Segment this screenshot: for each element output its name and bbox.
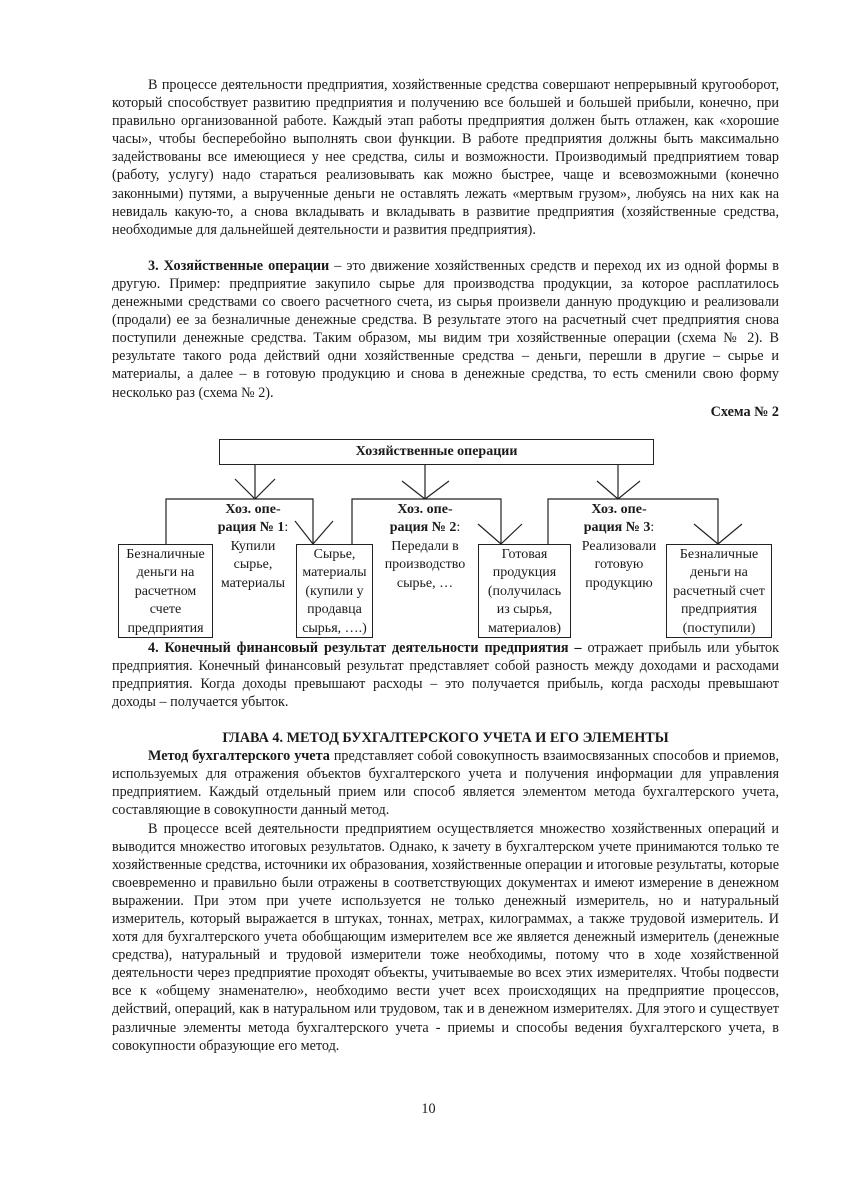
cashless-money-received-box: Безналичные деньги на расчетный счет предприятия (поступили) <box>666 544 772 638</box>
raw-materials-box: Сырье, материалы (купили у продавца сырья, ….) <box>296 544 373 638</box>
finished-products-box: Готовая продукция (получилась из сырья, материалов) <box>478 544 571 638</box>
schema-label: Схема № 2 <box>710 403 779 420</box>
term-accounting-method: Метод бухгалтерского учета <box>148 748 330 765</box>
paragraph-business-operations: 3. Хозяйственные операции – это движение хозяйственных средств и переход их из одной формы в другую. Пример: предприятие закупило сырье для производства продукции, за которое расплатилось денежными средствами со своего расчетного счета, из сырья произвели данную продукцию и реализовали (продали) ее за безналичные денежные средства. В результате этого на расчетный счет предприятия снова поступили денежные средства. Таким образом, мы видим три хозяйственные операции (схема № 2). В результате такого рода действий одни хозяйственные средства – деньги, перешли в другие – сырье и материалы, а далее – в готовую продукцию и снова в денежные средства, то есть сменили свою форму несколько раз (схема № 2). <box>112 257 779 401</box>
operation-2-label: Хоз. опе- рация № 2: Передали в производство сырье, … <box>384 502 466 591</box>
chapter-title: ГЛАВА 4. МЕТОД БУХГАЛТЕРСКОГО УЧЕТА И ЕГО ЭЛЕМЕНТЫ <box>222 730 669 747</box>
paragraph-financial-result: 4. Конечный финансовый результат деятельности предприятия – отражает прибыль или убыток предприятия. Конечный финансовый результат представляет собой разность между доходами и расходами предприятия. Когда доходы превышают расходы – это получается прибыль, когда расходы превышают доходы – получается убыток. <box>112 639 779 710</box>
paragraph-measurement: В процессе всей деятельности предприятием осуществляется множество хозяйственных операций и выводится множество итоговых результатов. Однако, к зачету в бухгалтерском учете принимаются только те хозяйственные средства, источники их образования, хозяйственные операции и итоговые результаты, которые своевременно и правильно были отражены в соответствующих документах и имеют измерение в денежном выражении. При этом при учете используется не только денежный измеритель, но и натуральный измеритель, который выражается в штуках, тоннах, метрах, килограммах, а также трудовой измеритель. И хотя для бухгалтерского учета обобщающим измерителем все же является денежный измеритель (денежные средства), натуральный и трудовой измерители тоже необходимы, потому что в ходе хозяйственной деятельности через предприятие проходят объекты, учитываемые во всех этих измерителях. Чтобы подвести все к «общему знаменателю», необходимо вести учет всех происходящих на предприятие процессов, действий, операций, как в натуральном или трудовом, так и в денежном измерителях. Для этого и существует различные элементы метода бухгалтерского учета - приемы и способы ведения бухгалтерского учета, в совокупности образующие его метод. <box>112 820 779 1054</box>
cashless-money-account-box: Безналичные деньги на расчетном счете предприятия <box>118 544 213 638</box>
page-number: 10 <box>421 1101 436 1117</box>
business-operations-box: Хозяйственные операции <box>219 439 654 465</box>
term-financial-result: 4. Конечный финансовый результат деятельности предприятия – <box>148 639 582 656</box>
paragraph-circulation: В процессе деятельности предприятия, хозяйственные средства совершают непрерывный кругооборот, который способствует развитию предприятия и получению все большей и большей прибыли, конечно, при правильно организованной работе. Каждый этап работы предприятия должен быть отлажен, как «хорошие часы», чтобы бесперебойно выполнять свои функции. В работе предприятия должны быть максимально задействованы все имеющиеся у нее средства, силы и возможности. Производимый предприятием товар (работу, услугу) надо стараться реализовывать как можно быстрее, чаще и всевозможными (конечно законными) путями, а вырученные деньги не оставлять лежать «мертвым грузом», любуясь на них как на невидаль какую-то, а снова вкладывать и вкладывать в развитие предприятия (хозяйственные средства, необходимые для дальнейшей деятельности и развития предприятия). <box>112 77 779 238</box>
term-business-operations: 3. Хозяйственные операции <box>148 257 330 274</box>
operation-1-label: Хоз. опе- рация № 1: Купили сырье, материалы <box>217 502 289 591</box>
paragraph-method-definition: Метод бухгалтерского учета представляет собой совокупность взаимосвязанных способов и приемов, используемых для отражения объектов бухгалтерского учета и получения информации для управления предприятием. Каждый отдельный прием или способ является элементом метода бухгалтерского учета, составляющие в совокупности данный метод. <box>112 748 779 819</box>
operation-3-label: Хоз. опе- рация № 3: Реализовали готовую продукцию <box>581 502 657 591</box>
